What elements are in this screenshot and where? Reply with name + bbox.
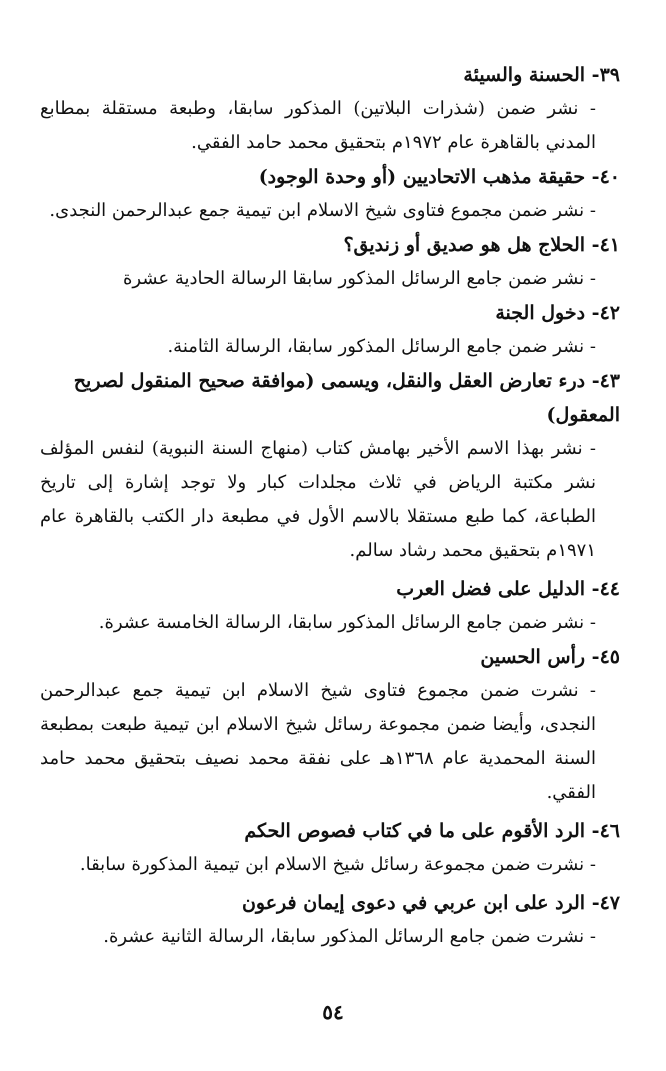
entry-body: - نشرت ضمن مجموع فتاوى شيخ الاسلام ابن تيمية جمع عبدالرحمن النجدى، وأيضا ضمن مجموعة رسائل شيخ الاسلام ابن تيمية طبعت بمطبعة السنة المحمدية عام ١٣٦٨هـ على نفقة محمد نصيف بتحقيق محمد حامد الفقي.	[40, 680, 596, 803]
entry-body: - نشرت ضمن مجموعة رسائل شيخ الاسلام ابن تيمية المذكورة سابقا.	[79, 854, 596, 875]
entry-body: - نشر ضمن جامع الرسائل المذكور سابقا الرسالة الحادية عشرة	[122, 268, 596, 289]
entry-title: ٤٣- درء تعارض العقل والنقل، ويسمى (موافقة صحيح المنقول لصريح المعقول)	[73, 370, 620, 426]
entry-body: - نشر بهذا الاسم الأخير بهامش كتاب (منهاج السنة النبوية) لنفس المؤلف نشر مكتبة الرياض في ثلاث مجلدات كبار ولا توجد إشارة إلى تاريخ الطباعة، كما طبع مستقلا بالاسم الأول في مطبعة دار الكتب بالقاهرة عام ١٩٧١م بتحقيق محمد رشاد سالم.	[40, 438, 596, 561]
entry-title: ٣٩- الحسنة والسيئة	[463, 64, 620, 86]
entry-title: ٤٥- رأس الحسين	[480, 646, 620, 668]
entry-title: ٤٢- دخول الجنة	[495, 302, 620, 324]
entry-body: - نشرت ضمن جامع الرسائل المذكور سابقا، الرسالة الثانية عشرة.	[103, 926, 596, 947]
entry-body: - نشر ضمن جامع الرسائل المذكور سابقا، الرسالة الخامسة عشرة.	[98, 612, 596, 633]
entry-title: ٤٠- حقيقة مذهب الاتحاديين (أو وحدة الوجود)	[258, 166, 620, 188]
page-number: ٥٤	[322, 1000, 344, 1024]
entry-title: ٤٤- الدليل على فضل العرب	[396, 578, 620, 600]
entry-body: - نشر ضمن جامع الرسائل المذكور سابقا، الرسالة الثامنة.	[167, 336, 596, 357]
entry-body: - نشر ضمن (شذرات البلاتين) المذكور سابقا، وطبعة مستقلة بمطابع المدني بالقاهرة عام ١٩٧٢م بتحقيق محمد حامد الفقي.	[40, 98, 596, 153]
entry-title: ٤٧- الرد على ابن عربي في دعوى إيمان فرعون	[241, 892, 620, 914]
entry-title: ٤٦- الرد الأقوم على ما في كتاب فصوص الحكم	[244, 820, 620, 842]
entry-title: ٤١- الحلاج هل هو صديق أو زنديق؟	[343, 234, 620, 256]
entry-body: - نشر ضمن مجموع فتاوى شيخ الاسلام ابن تيمية جمع عبدالرحمن النجدى.	[49, 200, 596, 221]
